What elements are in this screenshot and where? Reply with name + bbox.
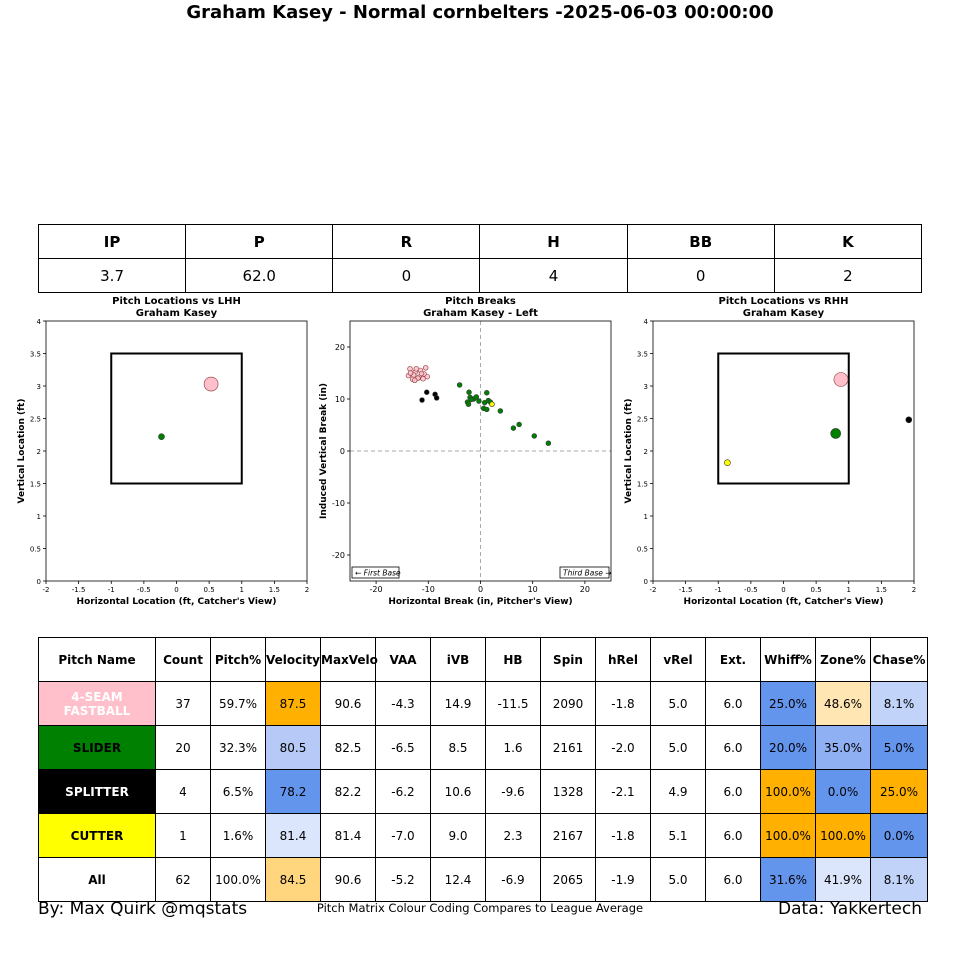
- matrix-cell: 12.4: [431, 858, 486, 902]
- matrix-cell: 8.1%: [871, 682, 928, 726]
- x-tick-label: -0.5: [137, 586, 151, 594]
- summary-value-r: 0: [333, 259, 480, 293]
- summary-header-ip: IP: [39, 225, 186, 259]
- matrix-cell: 90.6: [321, 682, 376, 726]
- pitch-point-4-seam-fastball: [834, 373, 848, 387]
- matrix-cell: 8.1%: [871, 858, 928, 902]
- summary-value-bb: 0: [627, 259, 774, 293]
- matrix-cell: 37: [156, 682, 211, 726]
- pitch-point-slider: [546, 441, 551, 446]
- plot-title: Pitch Breaks: [445, 296, 516, 307]
- matrix-cell: 5.0: [651, 858, 706, 902]
- summary-value-h: 4: [480, 259, 627, 293]
- matrix-header: hRel: [596, 638, 651, 682]
- plot-subtitle: Graham Kasey: [135, 308, 218, 319]
- matrix-cell: 81.4: [266, 814, 321, 858]
- matrix-cell: 5.1: [651, 814, 706, 858]
- matrix-header: Whiff%: [761, 638, 816, 682]
- matrix-cell: 6.0: [706, 682, 761, 726]
- pitch-point-4-seam-fastball: [425, 374, 430, 379]
- y-tick-label: 1.5: [636, 480, 648, 489]
- matrix-cell: 41.9%: [816, 858, 871, 902]
- matrix-cell: 100.0%: [816, 814, 871, 858]
- matrix-cell: 100.0%: [761, 770, 816, 814]
- y-tick-label: 0: [36, 578, 41, 586]
- x-tick-label: -1.5: [678, 586, 693, 594]
- matrix-cell: 6.5%: [211, 770, 266, 814]
- matrix-header: Chase%: [871, 638, 928, 682]
- pitch-point-slider: [532, 434, 537, 439]
- y-axis-label: Vertical Location (ft): [17, 398, 27, 504]
- matrix-cell: 100.0%: [761, 814, 816, 858]
- matrix-header: Ext.: [706, 638, 761, 682]
- annotation-text: ← First Base: [355, 568, 401, 578]
- y-tick-label: 0.5: [29, 545, 41, 554]
- matrix-cell: -9.6: [486, 770, 541, 814]
- x-tick-label: -10: [421, 585, 435, 594]
- x-tick-label: 1: [846, 586, 851, 594]
- matrix-cell: 2161: [541, 726, 596, 770]
- matrix-header: vRel: [651, 638, 706, 682]
- y-tick-label: 3.5: [636, 350, 648, 359]
- pitch-point-4-seam-fastball: [419, 371, 424, 376]
- matrix-header: MaxVelo: [321, 638, 376, 682]
- matrix-cell: 5.0: [651, 682, 706, 726]
- matrix-cell: -6.2: [376, 770, 431, 814]
- matrix-cell: 1.6%: [211, 814, 266, 858]
- summary-header-p: P: [186, 225, 333, 259]
- x-tick-label: -0.5: [744, 586, 758, 594]
- matrix-cell: 8.5: [431, 726, 486, 770]
- matrix-cell: -1.8: [596, 682, 651, 726]
- summary-value-p: 62.0: [186, 259, 333, 293]
- matrix-cell: 0.0%: [816, 770, 871, 814]
- table-row: [39, 814, 928, 858]
- pitch-point-splitter: [420, 398, 425, 403]
- x-axis-label: Horizontal Break (in, Pitcher's View): [388, 597, 573, 607]
- plot-subtitle: Graham Kasey: [742, 308, 825, 319]
- matrix-header: Velocity: [266, 638, 321, 682]
- matrix-cell: 5.0: [651, 726, 706, 770]
- matrix-cell: 10.6: [431, 770, 486, 814]
- strike-zone: [718, 354, 849, 484]
- matrix-cell: 20: [156, 726, 211, 770]
- matrix-cell: 6.0: [706, 726, 761, 770]
- strike-zone: [111, 354, 242, 484]
- matrix-cell: 9.0: [431, 814, 486, 858]
- matrix-cell: 2090: [541, 682, 596, 726]
- matrix-cell: 82.2: [321, 770, 376, 814]
- annotation-third-base: [560, 567, 612, 578]
- pitch-point-slider: [474, 395, 479, 400]
- matrix-cell: -5.2: [376, 858, 431, 902]
- pitch-point-4-seam-fastball: [423, 365, 428, 370]
- y-tick-label: 4: [643, 318, 648, 326]
- y-tick-label: 1: [36, 513, 41, 521]
- matrix-cell: -6.5: [376, 726, 431, 770]
- matrix-header: Count: [156, 638, 211, 682]
- pitch-point-splitter: [906, 417, 912, 423]
- pitch-matrix-table: [38, 637, 928, 902]
- annotation-first-base: [352, 567, 401, 578]
- matrix-header: Pitch%: [211, 638, 266, 682]
- matrix-cell: 1328: [541, 770, 596, 814]
- matrix-cell: 6.0: [706, 814, 761, 858]
- pitch-point-cutter: [490, 402, 495, 407]
- x-tick-label: -2: [42, 586, 50, 594]
- pitch-point-slider: [484, 390, 489, 395]
- y-axis-label: Vertical Location (ft): [624, 398, 634, 504]
- pitch-point-slider: [831, 428, 841, 438]
- matrix-cell: 80.5: [266, 726, 321, 770]
- x-tick-label: 0: [174, 586, 179, 594]
- matrix-cell: 31.6%: [761, 858, 816, 902]
- chart-title: Graham Kasey - Normal cornbelters -2025-06-03 00:00:00: [186, 2, 774, 23]
- matrix-header: HB: [486, 638, 541, 682]
- y-tick-label: 3: [36, 383, 41, 391]
- x-axis-label: Horizontal Location (ft, Catcher's View): [683, 597, 884, 607]
- pitch-point-slider: [484, 407, 489, 412]
- pitch-point-4-seam-fastball: [414, 366, 419, 371]
- pitch-point-slider: [158, 434, 164, 440]
- matrix-cell: 4.9: [651, 770, 706, 814]
- y-tick-label: 2: [36, 448, 41, 456]
- plot-subtitle: Graham Kasey - Left: [423, 308, 538, 319]
- y-tick-label: 0.5: [636, 545, 648, 554]
- pitch-point-slider: [469, 397, 474, 402]
- summary-header-bb: BB: [627, 225, 774, 259]
- x-tick-label: 0.5: [810, 586, 822, 594]
- pitch-name-cell: 4-SEAM FASTBALL: [39, 682, 156, 726]
- x-tick-label: 20: [579, 585, 590, 594]
- matrix-cell: 5.0%: [871, 726, 928, 770]
- pitch-point-splitter: [424, 390, 429, 395]
- annotation-text: Third Base →: [563, 568, 612, 578]
- pitch-point-4-seam-fastball: [412, 378, 417, 383]
- matrix-cell: 4: [156, 770, 211, 814]
- matrix-cell: 78.2: [266, 770, 321, 814]
- matrix-cell: -7.0: [376, 814, 431, 858]
- matrix-cell: 6.0: [706, 858, 761, 902]
- y-tick-label: 2.5: [29, 415, 41, 424]
- y-tick-label: 0: [643, 578, 648, 586]
- plot-title: Pitch Locations vs LHH: [112, 296, 241, 307]
- matrix-cell: -6.9: [486, 858, 541, 902]
- matrix-cell: 59.7%: [211, 682, 266, 726]
- pitch-name-cell: All: [39, 858, 156, 902]
- footer-note: Pitch Matrix Colour Coding Compares to League Average: [316, 901, 644, 915]
- matrix-cell: 32.3%: [211, 726, 266, 770]
- matrix-cell: 20.0%: [761, 726, 816, 770]
- y-tick-label: -20: [331, 551, 345, 560]
- plot-frame: [46, 321, 307, 581]
- matrix-cell: 100.0%: [211, 858, 266, 902]
- table-row: [39, 858, 928, 902]
- pitch-name-cell: CUTTER: [39, 814, 156, 858]
- pitch-point-cutter: [724, 460, 730, 466]
- matrix-cell: 2.3: [486, 814, 541, 858]
- pitch-point-slider: [457, 383, 462, 388]
- pitch-point-splitter: [434, 396, 439, 401]
- matrix-cell: 25.0%: [871, 770, 928, 814]
- x-axis-label: Horizontal Location (ft, Catcher's View): [76, 597, 277, 607]
- table-row: [39, 682, 928, 726]
- matrix-cell: 48.6%: [816, 682, 871, 726]
- matrix-cell: 1.6: [486, 726, 541, 770]
- summary-header-k: K: [774, 225, 921, 259]
- y-tick-label: 2.5: [636, 415, 648, 424]
- matrix-header: Spin: [541, 638, 596, 682]
- matrix-cell: 6.0: [706, 770, 761, 814]
- game-summary-table: [38, 224, 922, 293]
- pitch-name-cell: SLIDER: [39, 726, 156, 770]
- pitch-point-slider: [467, 390, 472, 395]
- y-tick-label: 1: [643, 513, 648, 521]
- table-row: [39, 770, 928, 814]
- x-tick-label: 1: [239, 586, 244, 594]
- x-tick-label: -1.5: [71, 586, 86, 594]
- y-tick-label: 20: [334, 343, 345, 352]
- matrix-cell: 81.4: [321, 814, 376, 858]
- matrix-cell: 62: [156, 858, 211, 902]
- matrix-cell: 2167: [541, 814, 596, 858]
- x-tick-label: 1.5: [268, 586, 280, 594]
- plot-frame: [653, 321, 914, 581]
- summary-value-ip: 3.7: [39, 259, 186, 293]
- pitch-name-cell: SPLITTER: [39, 770, 156, 814]
- matrix-cell: 35.0%: [816, 726, 871, 770]
- pitch-breaks-chart: [310, 290, 630, 610]
- x-tick-label: 0: [477, 585, 484, 594]
- summary-value-k: 2: [774, 259, 921, 293]
- pitch-point-slider: [466, 402, 471, 407]
- y-tick-label: 0: [339, 447, 345, 456]
- pitch-point-slider: [498, 409, 503, 414]
- y-tick-label: 1.5: [29, 480, 41, 489]
- pitch-point-slider: [511, 426, 516, 431]
- summary-header-r: R: [333, 225, 480, 259]
- pitch-locations-lhh-chart: [0, 290, 320, 610]
- x-tick-label: 2: [304, 586, 310, 594]
- matrix-cell: -11.5: [486, 682, 541, 726]
- x-tick-label: 2: [911, 586, 917, 594]
- matrix-cell: 1: [156, 814, 211, 858]
- matrix-cell: -1.9: [596, 858, 651, 902]
- x-tick-label: -1: [107, 586, 115, 594]
- y-tick-label: 3.5: [29, 350, 41, 359]
- matrix-header: Zone%: [816, 638, 871, 682]
- y-axis-label: Induced Vertical Break (in): [319, 383, 329, 519]
- matrix-cell: 84.5: [266, 858, 321, 902]
- y-tick-label: 3: [643, 383, 648, 391]
- matrix-cell: 0.0%: [871, 814, 928, 858]
- footer-author: By: Max Quirk @mqstats: [38, 899, 248, 919]
- x-tick-label: -20: [369, 585, 383, 594]
- footer-source: Data: Yakkertech: [778, 899, 922, 919]
- y-tick-label: -10: [331, 499, 345, 508]
- y-tick-label: 2: [643, 448, 648, 456]
- matrix-cell: 2065: [541, 858, 596, 902]
- matrix-cell: 14.9: [431, 682, 486, 726]
- table-row: [39, 726, 928, 770]
- x-tick-label: 0: [781, 586, 786, 594]
- matrix-cell: 87.5: [266, 682, 321, 726]
- matrix-cell: -1.8: [596, 814, 651, 858]
- summary-header-h: H: [480, 225, 627, 259]
- pitch-point-4-seam-fastball: [204, 377, 218, 391]
- matrix-cell: -2.1: [596, 770, 651, 814]
- x-tick-label: -1: [714, 586, 722, 594]
- matrix-cell: 90.6: [321, 858, 376, 902]
- x-tick-label: -2: [649, 586, 657, 594]
- y-tick-label: 4: [36, 318, 41, 326]
- matrix-cell: 25.0%: [761, 682, 816, 726]
- pitch-locations-rhh-chart: [610, 290, 940, 610]
- matrix-header: iVB: [431, 638, 486, 682]
- matrix-cell: -4.3: [376, 682, 431, 726]
- plot-title: Pitch Locations vs RHH: [718, 296, 849, 307]
- x-tick-label: 0.5: [203, 586, 215, 594]
- pitch-point-slider: [517, 422, 522, 427]
- matrix-cell: -2.0: [596, 726, 651, 770]
- matrix-header: VAA: [376, 638, 431, 682]
- x-tick-label: 1.5: [875, 586, 887, 594]
- y-tick-label: 10: [334, 395, 345, 404]
- x-tick-label: 10: [527, 585, 538, 594]
- matrix-header: Pitch Name: [39, 638, 156, 682]
- pitch-point-4-seam-fastball: [408, 371, 413, 376]
- matrix-cell: 82.5: [321, 726, 376, 770]
